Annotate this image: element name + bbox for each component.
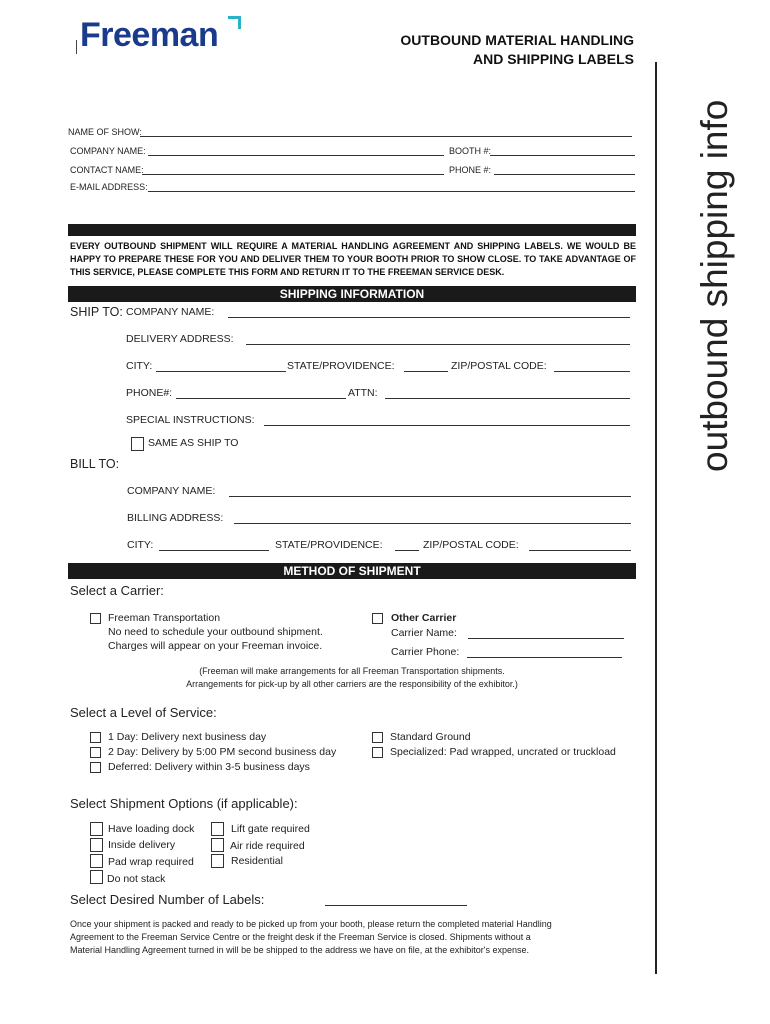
carrier-phone-field[interactable] [467, 657, 622, 658]
contact-name-field[interactable] [142, 174, 444, 175]
contact-name-label: CONTACT NAME: [70, 165, 144, 175]
ship-to-label: SHIP TO: [70, 305, 123, 319]
pad-wrap-checkbox[interactable] [90, 854, 103, 868]
level-2day-label: 2 Day: Delivery by 5:00 PM second business day [108, 746, 337, 758]
bill-state-label: STATE/PROVIDENCE: [275, 539, 383, 551]
do-not-stack-checkbox[interactable] [90, 870, 103, 884]
other-carrier-checkbox[interactable] [372, 613, 383, 624]
title-line-2: AND SHIPPING LABELS [472, 51, 634, 67]
select-labels-heading: Select Desired Number of Labels: [70, 892, 265, 907]
delivery-address-field[interactable] [246, 344, 630, 345]
freeman-note-1: No need to schedule your outbound shipment. [108, 626, 323, 638]
level-1day-label: 1 Day: Delivery next business day [108, 731, 267, 743]
billing-address-field[interactable] [234, 523, 631, 524]
method-of-shipment-header: METHOD OF SHIPMENT [68, 563, 636, 579]
level-specialized-label: Specialized: Pad wrapped, uncrated or truckload [390, 746, 616, 758]
select-level-heading: Select a Level of Service: [70, 705, 217, 720]
bill-zip-label: ZIP/POSTAL CODE: [423, 539, 519, 551]
air-ride-checkbox[interactable] [211, 838, 224, 852]
freeman-note-2: Charges will appear on your Freeman invoice. [108, 640, 323, 652]
notice-text: EVERY OUTBOUND SHIPMENT WILL REQUIRE A MATERIAL HANDLING AGREEMENT AND SHIPPING LABELS. WE WOULD BE HAPPY TO PREPARE THESE FOR YOU AND DELIVER THEM TO YOUR BOOTH PRIOR TO SHOW CLOSE. TO TAKE ADVANTAGE OF THIS SERVICE, PLEASE COMPLETE THIS FORM AND RETURN IT TO THE FREEMAN SERVICE DESK. [70, 241, 636, 277]
freeman-transportation-label: Freeman Transportation [108, 612, 221, 624]
ship-phone-label: PHONE#: [126, 387, 173, 399]
level-2day-checkbox[interactable] [90, 747, 101, 758]
number-of-labels-field[interactable] [325, 905, 467, 906]
carrier-name-field[interactable] [468, 638, 624, 639]
bill-company-label: COMPANY NAME: [127, 485, 216, 497]
inside-delivery-label: Inside delivery [108, 839, 176, 851]
state-field[interactable] [404, 371, 448, 372]
carrier-phone-label: Carrier Phone: [391, 646, 460, 658]
bill-to-label: BILL TO: [70, 457, 120, 471]
zip-field[interactable] [554, 371, 630, 372]
city-field[interactable] [156, 371, 286, 372]
bill-state-field[interactable] [395, 550, 419, 551]
attn-label: ATTN: [348, 387, 378, 399]
select-carrier-heading: Select a Carrier: [70, 583, 164, 598]
booth-label: BOOTH #: [449, 146, 492, 156]
special-instructions-field[interactable] [264, 425, 630, 426]
footer-line-1: Once your shipment is packed and ready to be picked up from your booth, please return the completed material Handling [70, 919, 552, 929]
phone-field[interactable] [494, 174, 635, 175]
freeman-transportation-checkbox[interactable] [90, 613, 101, 624]
name-of-show-label: NAME OF SHOW: [68, 127, 142, 137]
freeman-logo: Freeman [80, 16, 219, 54]
other-carrier-label: Other Carrier [391, 612, 457, 624]
select-options-heading: Select Shipment Options (if applicable): [70, 796, 298, 811]
zip-label: ZIP/POSTAL CODE: [451, 360, 547, 372]
residential-checkbox[interactable] [211, 854, 224, 868]
level-deferred-label: Deferred: Delivery within 3-5 business days [108, 761, 310, 773]
company-name-label: COMPANY NAME: [70, 146, 146, 156]
phone-label: PHONE #: [449, 165, 492, 175]
state-label: STATE/PROVIDENCE: [287, 360, 395, 372]
same-as-ship-to-checkbox[interactable] [131, 437, 144, 451]
notice-bar [68, 224, 636, 236]
email-label: E-MAIL ADDRESS: [70, 182, 148, 192]
carrier-note-2: Arrangements for pick-up by all other carriers are the responsibility of the exhibitor.) [186, 679, 518, 689]
company-name-field[interactable] [148, 155, 444, 156]
carrier-note-1: (Freeman will make arrangements for all Freeman Transportation shipments. [199, 666, 505, 676]
special-instructions-label: SPECIAL INSTRUCTIONS: [126, 414, 255, 426]
pad-wrap-label: Pad wrap required [108, 856, 194, 868]
email-field[interactable] [148, 191, 635, 192]
logo-divider [76, 40, 77, 54]
level-specialized-checkbox[interactable] [372, 747, 383, 758]
lift-gate-checkbox[interactable] [211, 822, 224, 836]
delivery-address-label: DELIVERY ADDRESS: [126, 333, 234, 345]
loading-dock-label: Have loading dock [108, 823, 195, 835]
ship-company-label: COMPANY NAME: [126, 306, 215, 318]
footer-line-2: Agreement to the Freeman Service Centre or the freight desk if the Freeman Service is closed. Shipments without a [70, 932, 531, 942]
air-ride-label: Air ride required [230, 840, 305, 852]
attn-field[interactable] [385, 398, 630, 399]
bill-zip-field[interactable] [529, 550, 631, 551]
shipping-info-header: SHIPPING INFORMATION [68, 286, 636, 302]
bill-company-field[interactable] [229, 496, 631, 497]
vertical-divider [655, 62, 657, 974]
same-as-ship-to-label: SAME AS SHIP TO [148, 437, 239, 449]
side-title: outbound shipping info [694, 99, 735, 472]
footer-line-3: Material Handling Agreement turned in will be be shipped to the address we have on file, at the exhibitor's expense. [70, 945, 529, 955]
inside-delivery-checkbox[interactable] [90, 838, 103, 852]
city-label: CITY: [126, 360, 153, 372]
logo-accent-icon [228, 16, 241, 29]
carrier-name-label: Carrier Name: [391, 627, 457, 639]
title-line-1: OUTBOUND MATERIAL HANDLING [400, 32, 634, 48]
residential-label: Residential [231, 855, 283, 867]
booth-field[interactable] [490, 155, 635, 156]
name-of-show-field[interactable] [140, 136, 632, 137]
ship-phone-field[interactable] [176, 398, 346, 399]
level-standard-ground-label: Standard Ground [390, 731, 471, 743]
ship-company-field[interactable] [228, 317, 630, 318]
level-deferred-checkbox[interactable] [90, 762, 101, 773]
bill-city-label: CITY: [127, 539, 154, 551]
do-not-stack-label: Do not stack [107, 873, 166, 885]
bill-city-field[interactable] [159, 550, 269, 551]
level-standard-ground-checkbox[interactable] [372, 732, 383, 743]
page-title [400, 31, 634, 69]
billing-address-label: BILLING ADDRESS: [127, 512, 224, 524]
level-1day-checkbox[interactable] [90, 732, 101, 743]
lift-gate-label: Lift gate required [231, 823, 310, 835]
loading-dock-checkbox[interactable] [90, 822, 103, 836]
